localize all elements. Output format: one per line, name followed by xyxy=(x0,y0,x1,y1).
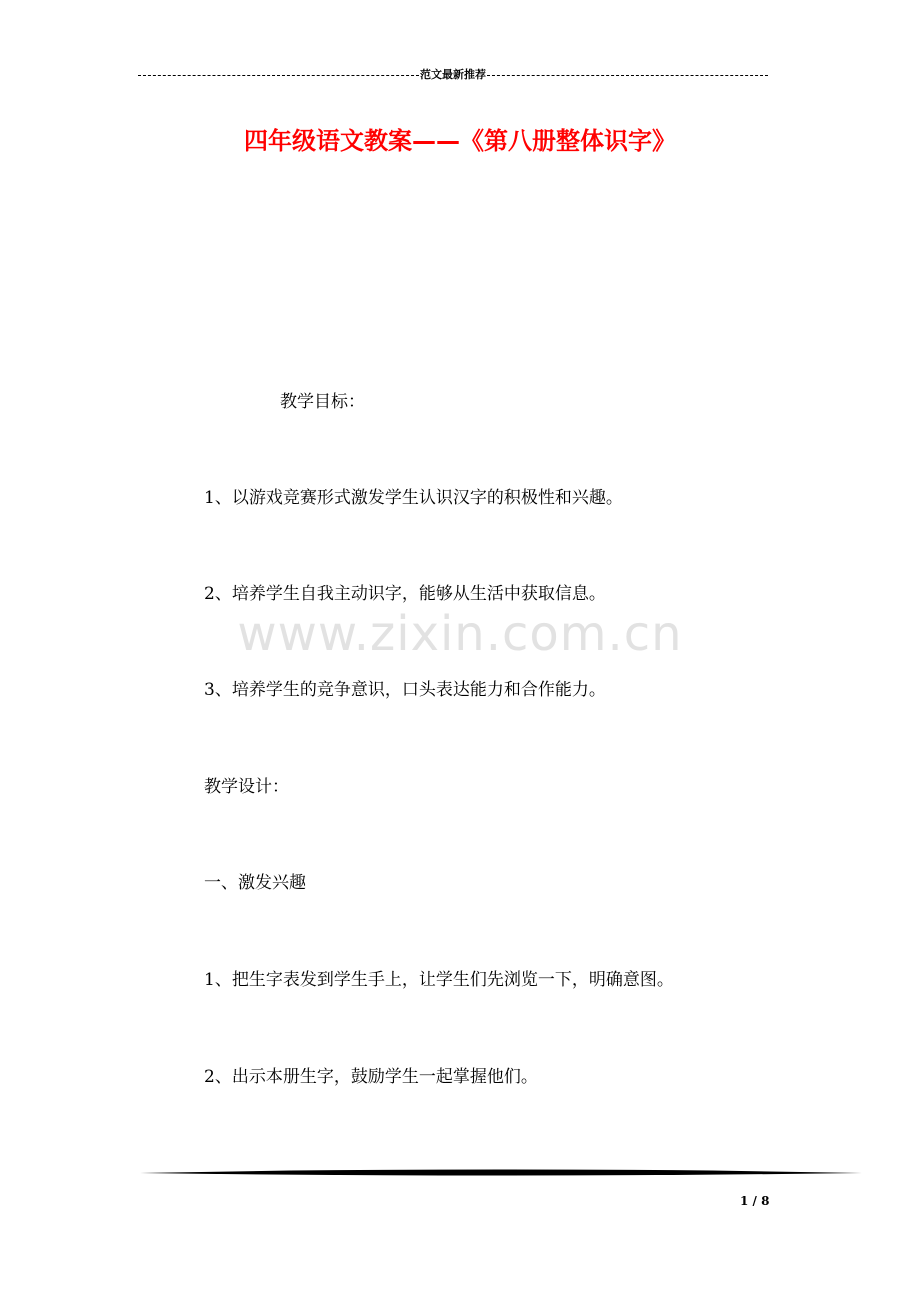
footer-rule xyxy=(140,1165,862,1183)
header-dash-right xyxy=(487,75,768,76)
paragraph: 1、把生字表发到学生手上，让学生们先浏览一下，明确意图。 xyxy=(204,970,674,990)
section-heading-interest: 一、激发兴趣 xyxy=(204,873,306,893)
watermark: www.zixin.com.cn xyxy=(237,606,683,662)
paragraph: 3、培养学生的竞争意识，口头表达能力和合作能力。 xyxy=(204,680,606,700)
document-title: 四年级语文教案——《第八册整体识字》 xyxy=(244,127,676,155)
section-heading-objectives: 教学目标： xyxy=(280,392,365,412)
page-number: 1 / 8 xyxy=(740,1194,770,1208)
header-dash-left xyxy=(138,75,419,76)
header-label: 范文最新推荐 xyxy=(420,68,486,81)
section-heading-design: 教学设计： xyxy=(204,777,289,797)
paragraph: 1、以游戏竞赛形式激发学生认识汉字的积极性和兴趣。 xyxy=(204,488,623,508)
paragraph: 2、培养学生自我主动识字，能够从生活中获取信息。 xyxy=(204,584,606,604)
page-header xyxy=(138,68,768,82)
paragraph: 2、出示本册生字，鼓励学生一起掌握他们。 xyxy=(204,1067,538,1087)
